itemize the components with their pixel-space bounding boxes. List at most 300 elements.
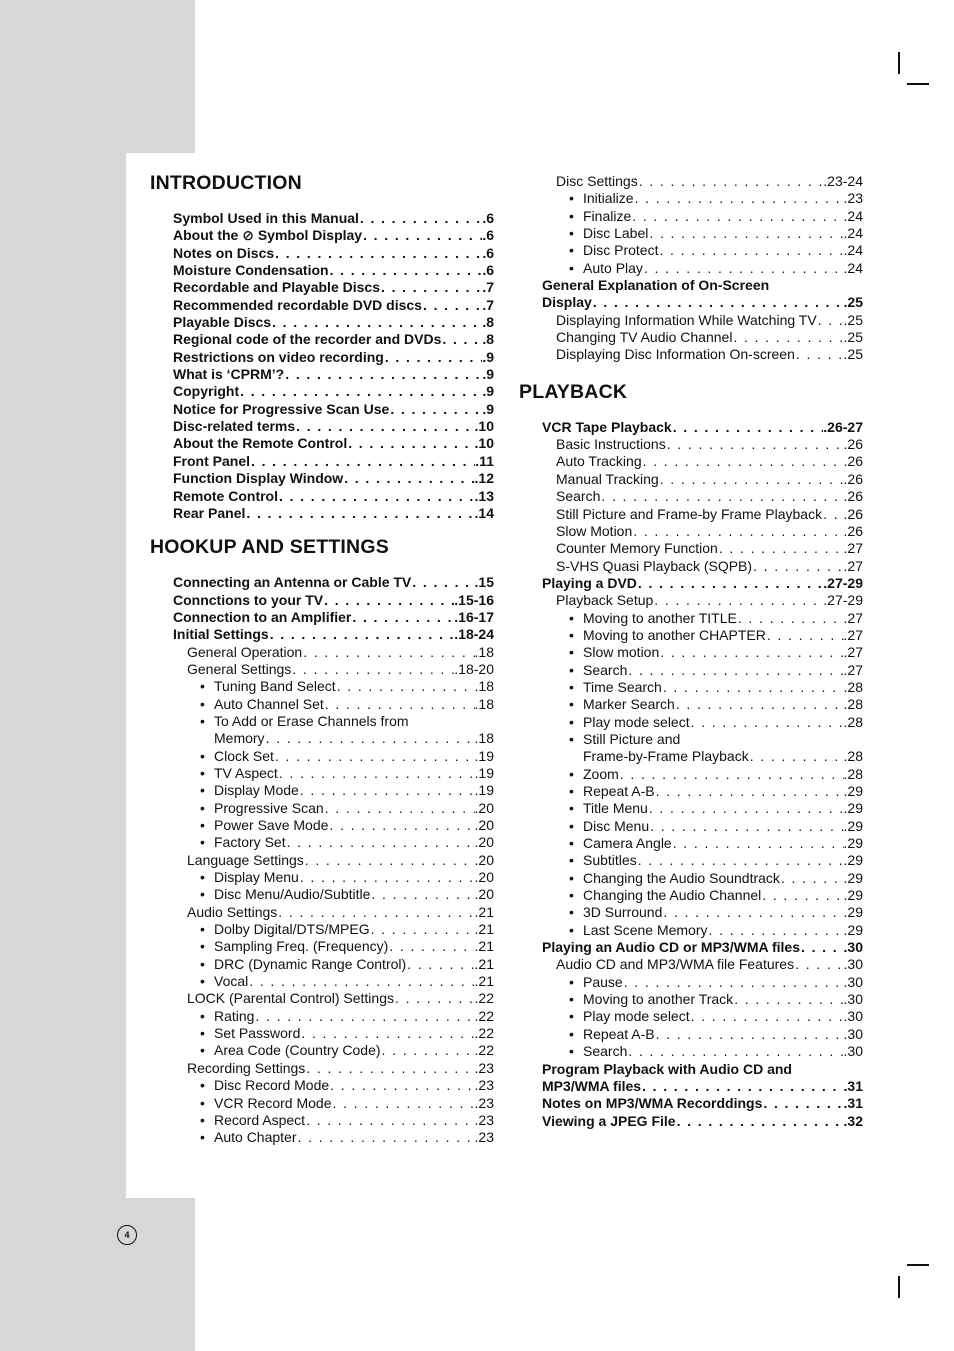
toc-entry-title: • Display Menu: [200, 869, 299, 886]
toc-list: [519, 419, 863, 1130]
dot-leader: [343, 470, 474, 487]
toc-entry: [150, 331, 494, 348]
dot-leader: [648, 225, 843, 242]
toc-entry-page: .25: [843, 294, 863, 311]
toc-entry-page: .23: [474, 1059, 494, 1076]
dot-leader: [662, 904, 843, 921]
toc-entry: [150, 262, 494, 279]
toc-entry-title: • Camera Angle: [569, 835, 672, 852]
toc-entry: [150, 886, 494, 903]
toc-entry-page: .19: [474, 782, 494, 799]
dot-leader: [737, 610, 844, 627]
crop-mark: [907, 83, 929, 85]
toc-entry-page: .20: [474, 851, 494, 868]
toc-entry-title: • Search: [569, 1043, 628, 1060]
toc-entry-page: .26: [843, 453, 863, 470]
toc-entry-title: Connecting an Antenna or Cable TV: [173, 574, 412, 591]
toc-entry: [519, 312, 863, 329]
toc-entry-page: .28: [843, 748, 863, 765]
toc-entry-title: • Auto Channel Set: [200, 695, 324, 712]
toc-entry-title: About the ⊘ Symbol Display: [173, 227, 363, 244]
dot-leader: [329, 262, 483, 279]
toc-entry-title: Changing TV Audio Channel: [556, 329, 733, 346]
toc-entry-page: .26: [843, 505, 863, 522]
toc-entry-page: .29: [843, 817, 863, 834]
dot-leader: [271, 314, 482, 331]
toc-entry-title: General Settings: [187, 660, 292, 677]
dot-leader: [406, 956, 474, 973]
toc-entry: [519, 208, 863, 225]
toc-entry: [150, 574, 494, 591]
toc-list: [150, 210, 494, 522]
dot-leader: [332, 1095, 475, 1112]
toc-entry-title: Rear Panel: [173, 504, 246, 521]
toc-entry-page: .25: [843, 329, 863, 346]
toc-entry: [150, 921, 494, 938]
toc-entry: [519, 225, 863, 242]
dot-leader: [642, 453, 844, 470]
toc-entry-page: .27: [843, 661, 863, 678]
dot-leader: [304, 852, 475, 869]
toc-entry: [150, 904, 494, 921]
dot-leader: [637, 852, 844, 869]
toc-entry: [519, 904, 863, 921]
toc-entry-title: • Vocal: [200, 973, 249, 990]
toc-entry: [519, 453, 863, 470]
dot-leader: [733, 991, 843, 1008]
toc-entry: [519, 1026, 863, 1043]
toc-entry-page: .29: [843, 921, 863, 938]
dot-leader: [370, 921, 475, 938]
toc-entry-page: .23: [474, 1094, 494, 1111]
dot-leader: [328, 817, 474, 834]
toc-entry-page: .27: [843, 626, 863, 643]
toc-entry-page: .21: [474, 921, 494, 938]
toc-entry-title: • Power Save Mode: [200, 817, 329, 833]
toc-entry-title: Program Playback with Audio CD and: [542, 1060, 792, 1077]
toc-entry: [150, 1129, 494, 1146]
dot-leader: [291, 661, 454, 678]
dot-leader: [300, 1025, 474, 1042]
toc-entry: [519, 922, 863, 939]
toc-entry-title: • Disc Menu: [569, 817, 650, 834]
toc-entry-page: .8: [482, 314, 494, 331]
toc-entry-title: • Rating: [200, 1007, 255, 1024]
toc-entry: [519, 991, 863, 1008]
dot-leader: [766, 627, 844, 644]
toc-entry-page: .26: [843, 470, 863, 487]
toc-entry: [150, 817, 494, 834]
toc-entry-page: .18: [474, 730, 494, 747]
toc-entry-title: Symbol Used in this Manual: [173, 210, 359, 226]
toc-entry-page: .30: [843, 1025, 863, 1042]
toc-entry-page: .7: [482, 296, 494, 313]
toc-entry: [519, 540, 863, 557]
toc-entry-title: Notes on Discs: [173, 244, 275, 261]
dot-leader: [623, 974, 844, 991]
toc-entry-title: • Title Menu: [569, 800, 648, 817]
toc-entry-title: Disc-related terms: [173, 418, 296, 435]
dot-leader: [278, 488, 475, 505]
toc-entry-title: Restrictions on video recording: [173, 348, 384, 365]
dot-leader: [632, 523, 843, 540]
toc-entry-page: .6: [482, 210, 494, 226]
toc-entry: [150, 869, 494, 886]
toc-entry: [519, 436, 863, 453]
toc-entry: [519, 173, 863, 190]
toc-entry-title: • Repeat A-B: [569, 783, 655, 799]
toc-entry-title: • Last Scene Memory: [569, 921, 708, 938]
toc-entry-title: • Set Password: [200, 1025, 301, 1042]
toc-entry: [150, 210, 494, 227]
toc-entry-page: .15: [474, 574, 494, 591]
crop-mark: [907, 1264, 929, 1266]
toc-entry-title: • Auto Chapter: [200, 1129, 297, 1146]
toc-entry: [150, 592, 494, 609]
page-number: 4: [117, 1225, 137, 1245]
toc-entry-page: .23: [474, 1077, 494, 1094]
dot-leader: [299, 782, 475, 799]
toc-entry-title: Audio Settings: [187, 903, 278, 920]
toc-entry-page: .18: [474, 643, 494, 660]
toc-entry-title: Copyright: [173, 383, 240, 400]
toc-entry-title: Playing an Audio CD or MP3/WMA files: [542, 939, 800, 956]
toc-entry-page: .22: [474, 1025, 494, 1042]
toc-entry: [150, 1060, 494, 1077]
toc-entry-title: • Still Picture and: [569, 730, 681, 747]
dot-leader: [708, 922, 844, 939]
toc-entry-title: S-VHS Quasi Playback (SQPB): [556, 557, 753, 574]
toc-entry-title: Remote Control: [173, 487, 278, 504]
toc-entry: [519, 679, 863, 696]
toc-entry: [150, 834, 494, 851]
dot-leader: [441, 331, 482, 348]
toc-entry-title: • Time Search: [569, 678, 662, 695]
dot-leader: [274, 748, 475, 765]
toc-entry: [519, 506, 863, 523]
toc-entry-title: • Pause: [569, 973, 623, 990]
sidebar-band-left: [0, 153, 126, 1198]
toc-entry-title: Regional code of the recorder and DVDs: [173, 331, 442, 348]
toc-entry-page: .27-29: [823, 592, 863, 609]
dot-leader: [286, 834, 475, 851]
dot-leader: [324, 800, 475, 817]
toc-entry: [150, 245, 494, 262]
toc-entry-page: .9: [482, 366, 494, 383]
dot-leader: [817, 312, 844, 329]
dot-leader: [800, 939, 844, 956]
toc-entry-title: Displaying Disc Information On-screen: [556, 346, 795, 363]
dot-leader: [299, 869, 475, 886]
toc-entry: [150, 401, 494, 418]
dot-leader: [638, 173, 824, 190]
toc-entry-page: .30: [843, 991, 863, 1008]
toc-entry-title: • Sampling Freq. (Frequency): [200, 938, 389, 955]
toc-entry: [150, 314, 494, 331]
toc-entry: [519, 329, 863, 346]
dot-leader: [370, 886, 474, 903]
dot-leader: [627, 662, 843, 679]
dot-leader: [637, 575, 823, 592]
toc-entry-page: .21: [474, 955, 494, 972]
toc-entry: [150, 453, 494, 470]
toc-entry: [519, 1043, 863, 1060]
toc-entry-page: .28: [843, 713, 863, 730]
toc-entry: [519, 1113, 863, 1130]
toc-entry: [519, 974, 863, 991]
toc-entry-title: MP3/WMA files: [542, 1077, 642, 1094]
dot-leader: [389, 401, 482, 418]
toc-entry-page: .18: [474, 695, 494, 712]
toc-entry-page: .24: [843, 242, 863, 259]
toc-entry-title: Displaying Information While Watching TV: [556, 311, 817, 328]
toc-entry: [519, 190, 863, 207]
toc-entry-page: .32: [843, 1112, 863, 1129]
toc-entry: [519, 610, 863, 627]
toc-entry: [150, 644, 494, 661]
toc-entry-title: • Moving to another TITLE: [569, 609, 737, 626]
toc-entry: [150, 730, 494, 747]
dot-leader: [649, 818, 843, 835]
toc-entry-page: .29: [843, 852, 863, 869]
dot-leader: [634, 190, 844, 207]
dot-leader: [600, 488, 843, 505]
dot-leader: [732, 329, 843, 346]
toc-entry: [519, 696, 863, 713]
toc-entry: [519, 627, 863, 644]
toc-entry: [519, 419, 863, 436]
toc-entry-page: .21: [474, 903, 494, 920]
toc-entry-title: Notes on MP3/WMA Recorddings: [542, 1095, 763, 1112]
toc-entry-title: Playing a DVD: [542, 574, 637, 591]
toc-entry: [150, 1008, 494, 1025]
toc-entry-page: .24: [843, 207, 863, 224]
toc-entry-title: Function Display Window: [173, 470, 344, 487]
toc-entry-title: Still Picture and Frame-by Frame Playback: [556, 505, 823, 522]
dot-leader: [422, 297, 482, 314]
toc-entry-title: Connection to an Amplifier: [173, 608, 352, 625]
toc-entry-title: • Moving to another Track: [569, 991, 734, 1008]
dot-leader: [394, 990, 475, 1007]
toc-entry: [150, 678, 494, 695]
toc-entry-page: .28: [843, 696, 863, 713]
toc-entry: [150, 990, 494, 1007]
toc-entry-page: .27: [843, 609, 863, 626]
dot-leader: [592, 294, 844, 311]
toc-entry-title: General Operation: [187, 643, 303, 660]
toc-entry-title: Recordable and Playable Discs: [173, 279, 380, 296]
toc-entry: [519, 575, 863, 592]
toc-entry: [150, 938, 494, 955]
toc-entry-page: .13: [474, 487, 494, 504]
dot-leader: [676, 1113, 844, 1130]
toc-entry: [150, 626, 494, 643]
toc-entry: [150, 1042, 494, 1059]
toc-entry-title: • Record Aspect: [200, 1111, 306, 1128]
dot-leader: [351, 609, 454, 626]
crop-mark: [898, 52, 900, 74]
dot-leader: [619, 766, 844, 783]
toc-entry: [150, 696, 494, 713]
toc-entry-title: • Factory Set: [200, 834, 286, 851]
toc-entry-page: .25: [843, 346, 863, 363]
dot-leader: [248, 973, 474, 990]
toc-entry-page: .26: [843, 436, 863, 453]
dot-leader: [284, 366, 482, 383]
toc-entry-page: .24: [843, 259, 863, 276]
toc-entry-title: • Search: [569, 661, 628, 678]
toc-entry-title: • Changing the Audio Soundtrack: [569, 869, 780, 886]
toc-entry: [519, 887, 863, 904]
toc-entry-title: • Display Mode: [200, 782, 299, 799]
toc-entry-page: .25: [843, 311, 863, 328]
toc-entry-page: .26: [843, 522, 863, 539]
toc-entry-page: .10: [474, 435, 494, 452]
toc-entry: [150, 383, 494, 400]
toc-entry-title: Counter Memory Function: [556, 540, 718, 557]
toc-entry-title: • Disc Label: [569, 225, 649, 242]
toc-entry-title: VCR Tape Playback: [542, 418, 672, 435]
toc-entry-page: .27: [843, 540, 863, 557]
toc-entry-page: .6: [482, 262, 494, 279]
toc-entry-title: General Explanation of On-Screen: [542, 277, 770, 294]
toc-entry: [519, 748, 863, 765]
toc-entry: [150, 505, 494, 522]
toc-entry: [519, 294, 863, 311]
toc-entry: [150, 1112, 494, 1129]
toc-entry-page: .14: [474, 504, 494, 521]
toc-entry-title: What is ‘CPRM’?: [173, 366, 285, 383]
toc-entry: [519, 870, 863, 887]
toc-entry: [150, 748, 494, 765]
toc-entry-page: .6: [482, 227, 494, 244]
toc-entry-title: Connctions to your TV: [173, 591, 324, 608]
toc-entry-page: .8: [482, 331, 494, 348]
toc-entry: [519, 939, 863, 956]
toc-entry-title: • Play mode select: [569, 1008, 690, 1025]
toc-entry: [519, 1008, 863, 1025]
toc-entry-title: • Disc Record Mode: [200, 1077, 330, 1094]
toc-entry: [150, 279, 494, 296]
toc-entry-page: .31: [843, 1095, 863, 1112]
toc-entry-title: • Disc Protect: [569, 242, 659, 259]
toc-entry: [519, 260, 863, 277]
toc-entry-page: .10: [474, 418, 494, 435]
dot-leader: [245, 505, 474, 522]
dot-leader: [305, 1060, 474, 1077]
toc-entry: [150, 609, 494, 626]
toc-entry: [150, 973, 494, 990]
toc-entry: [150, 418, 494, 435]
toc-entry-title: • Tuning Band Select: [200, 678, 336, 695]
toc-entry: [519, 731, 863, 748]
toc-entry-page: .30: [843, 1008, 863, 1025]
sidebar-band-top: [0, 0, 195, 153]
dot-leader: [822, 506, 843, 523]
toc-entry-title: • To Add or Erase Channels from: [200, 712, 409, 729]
toc-entry: [519, 242, 863, 259]
toc-entry-title: • Progressive Scan: [200, 799, 324, 816]
toc-list: [150, 574, 494, 1146]
toc-entry-page: .29: [843, 887, 863, 904]
dot-leader: [239, 383, 482, 400]
toc-entry-page: .30: [843, 1043, 863, 1060]
toc-entry-title: Auto Tracking: [556, 453, 642, 470]
dot-leader: [269, 626, 455, 643]
toc-entry-title: Slow Motion: [556, 522, 633, 539]
toc-entry-title: • TV Aspect: [200, 764, 278, 781]
toc-entry: [519, 835, 863, 852]
dot-leader: [336, 678, 475, 695]
toc-entry: [150, 227, 494, 244]
dot-leader: [302, 644, 474, 661]
toc-entry-title: Disc Settings: [556, 173, 638, 189]
dot-leader: [265, 730, 475, 747]
toc-entry-title: • Slow motion: [569, 644, 660, 661]
dot-leader: [641, 1078, 843, 1095]
dot-leader: [359, 210, 482, 227]
toc-entry-title: • Finalize: [569, 207, 632, 224]
crop-mark: [898, 1276, 900, 1298]
toc-entry-title: • Repeat A-B: [569, 1025, 655, 1042]
dot-leader: [655, 1026, 844, 1043]
toc-entry-page: .29: [843, 835, 863, 852]
toc-entry-title: Basic Instructions: [556, 436, 666, 453]
dot-leader: [662, 679, 844, 696]
toc-entry-page: .30: [843, 956, 863, 973]
toc-entry-page: .29: [843, 800, 863, 817]
dot-leader: [690, 714, 844, 731]
toc-entry: [519, 1061, 863, 1078]
toc-list-continued: [519, 173, 863, 364]
dot-leader: [752, 558, 843, 575]
toc-entry: [150, 852, 494, 869]
toc-entry: [519, 1078, 863, 1095]
toc-left-column: [150, 171, 494, 1147]
toc-entry-title: Search: [556, 488, 601, 505]
section-title: PLAYBACK: [519, 380, 628, 403]
section-title: INTRODUCTION: [150, 172, 302, 194]
dot-leader: [384, 349, 482, 366]
toc-entry: [150, 470, 494, 487]
dot-leader: [305, 1112, 474, 1129]
toc-entry-page: .29: [843, 783, 863, 799]
toc-entry-page: .22: [474, 1042, 494, 1059]
toc-entry-title: • Subtitles: [569, 852, 637, 869]
dot-leader: [347, 435, 474, 452]
toc-entry: [150, 800, 494, 817]
toc-entry-page: .12: [474, 470, 494, 487]
dot-leader: [388, 938, 474, 955]
toc-entry-title: • Dolby Digital/DTS/MPEG: [200, 921, 370, 938]
toc-entry: [519, 523, 863, 540]
toc-entry-title: Manual Tracking: [556, 470, 659, 487]
dot-leader: [795, 346, 844, 363]
toc-entry: [150, 661, 494, 678]
dot-leader: [323, 592, 454, 609]
toc-entry-page: .11: [475, 452, 494, 469]
dot-leader: [381, 1042, 475, 1059]
toc-entry: [519, 1095, 863, 1112]
dot-leader: [295, 418, 474, 435]
dot-leader: [659, 644, 843, 661]
toc-entry-page: .24: [843, 225, 863, 242]
toc-entry: [519, 662, 863, 679]
toc-entry-page: .27: [843, 557, 863, 574]
toc-entry-page: .21: [474, 973, 494, 990]
dot-leader: [762, 1095, 843, 1112]
toc-entry-title: Display: [542, 294, 592, 311]
